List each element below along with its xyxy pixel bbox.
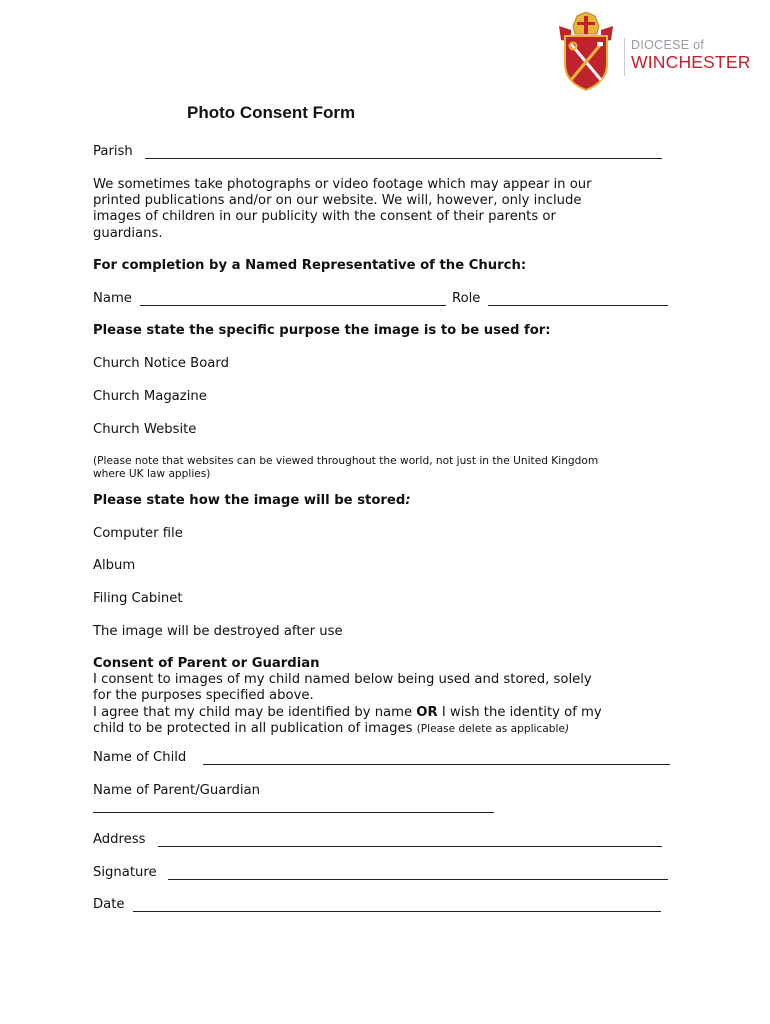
intro-line: guardians. — [93, 225, 163, 241]
purpose-option-website[interactable]: Church Website — [93, 422, 197, 437]
parish-field[interactable] — [145, 158, 662, 159]
consent-note-close: ) — [564, 722, 570, 735]
consent-line — [93, 721, 693, 737]
consent-section — [93, 656, 693, 737]
signature-field[interactable] — [168, 879, 668, 880]
storage-option-computer[interactable]: Computer file — [93, 526, 183, 541]
child-name-field[interactable] — [203, 764, 670, 765]
consent-line: for the purposes specified above. — [93, 688, 314, 704]
intro-line: printed publications and/or on our website. We will, however, only include — [93, 193, 582, 209]
intro-paragraph — [93, 177, 673, 242]
mitre-shield-icon — [553, 12, 619, 92]
storage-option-cabinet[interactable]: Filing Cabinet — [93, 591, 183, 606]
parent-name-label: Name of Parent/Guardian — [93, 783, 260, 798]
rep-heading: For completion by a Named Representative of the Church: — [93, 258, 527, 273]
website-note — [93, 455, 598, 481]
diocese-logo — [553, 12, 753, 92]
date-label: Date — [93, 897, 125, 912]
consent-line — [93, 705, 693, 721]
website-note-line: where UK law applies) — [93, 468, 211, 480]
logo-small-text: DIOCESE of — [631, 38, 705, 52]
role-label: Role — [452, 291, 481, 306]
consent-heading: Consent of Parent or Guardian — [93, 656, 320, 671]
consent-or: OR — [416, 704, 438, 720]
intro-line: images of children in our publicity with the consent of their parents or — [93, 209, 556, 225]
page-title: Photo Consent Form — [187, 103, 356, 122]
parent-name-field[interactable] — [93, 812, 494, 813]
purpose-option-magazine[interactable]: Church Magazine — [93, 389, 207, 404]
purpose-option-notice-board[interactable]: Church Notice Board — [93, 356, 229, 371]
name-label: Name — [93, 291, 132, 306]
name-field[interactable] — [140, 305, 446, 306]
consent-line: I consent to images of my child named below being used and stored, solely — [93, 672, 592, 688]
stored-heading-colon: : — [405, 493, 411, 508]
address-label: Address — [93, 832, 146, 847]
consent-text: I agree that my child may be identified by name — [93, 704, 417, 720]
logo-text — [631, 38, 751, 72]
intro-line: We sometimes take photographs or video footage which may appear in our — [93, 177, 592, 192]
signature-label: Signature — [93, 865, 157, 880]
logo-big-text: WINCHESTER — [631, 52, 751, 72]
purpose-heading: Please state the specific purpose the image is to be used for: — [93, 323, 551, 338]
child-name-label: Name of Child — [93, 750, 187, 765]
parish-label: Parish — [93, 144, 133, 159]
consent-note: (Please delete as applicable — [416, 722, 565, 735]
stored-heading — [93, 493, 411, 508]
logo-divider — [624, 38, 625, 76]
storage-option-destroyed[interactable]: The image will be destroyed after use — [93, 624, 343, 639]
consent-text: I wish the identity of my — [437, 704, 602, 720]
storage-option-album[interactable]: Album — [93, 558, 136, 573]
address-field[interactable] — [158, 846, 662, 847]
date-field[interactable] — [133, 911, 661, 912]
stored-heading-text: Please state how the image will be stored — [93, 493, 406, 508]
role-field[interactable] — [488, 305, 668, 306]
website-note-line: (Please note that websites can be viewed throughout the world, not just in the United Kingdom — [93, 455, 599, 467]
consent-text: child to be protected in all publication of images — [93, 720, 417, 736]
